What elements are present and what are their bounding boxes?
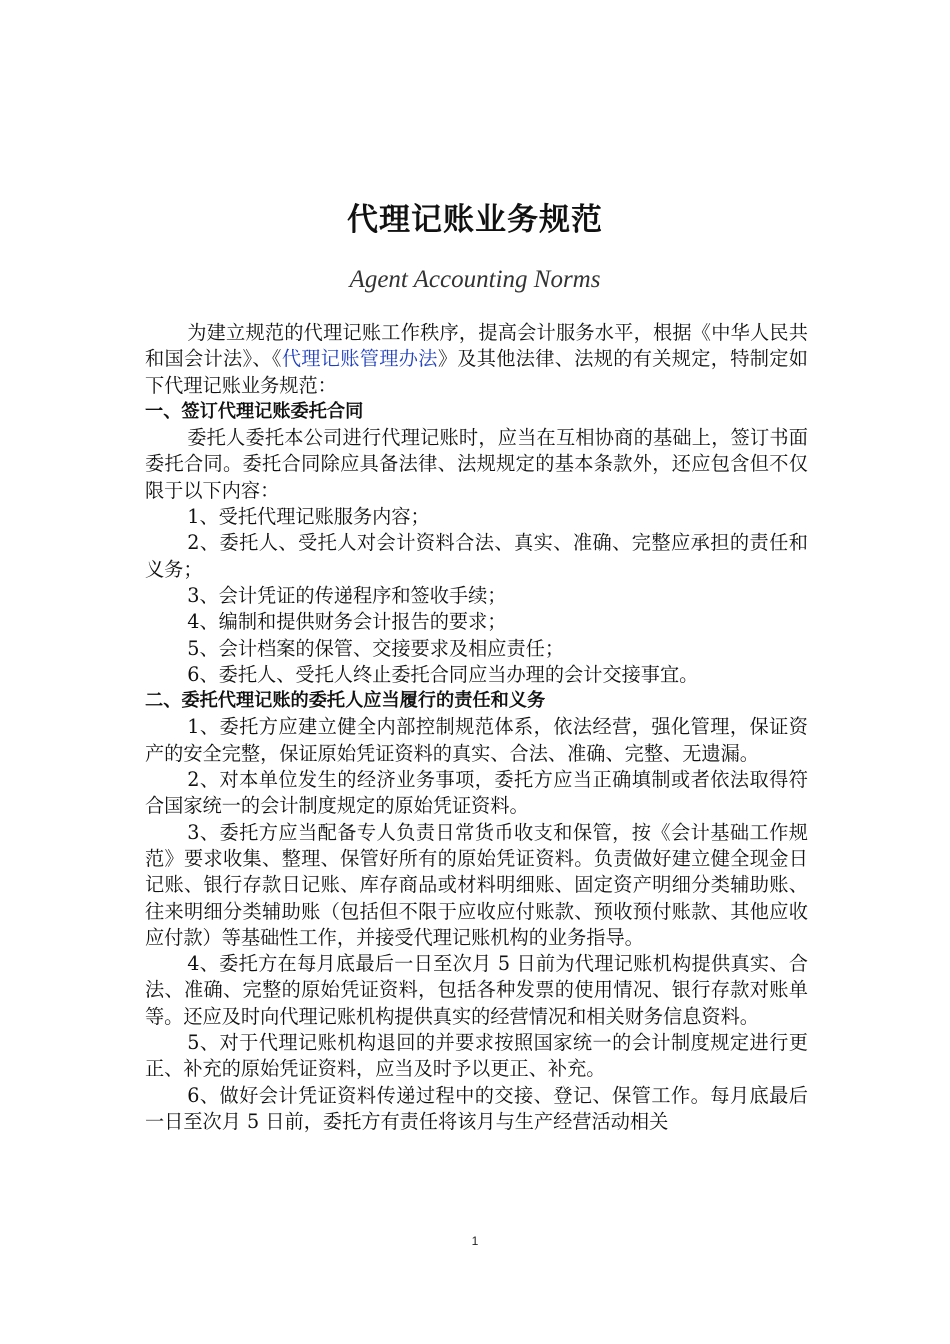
document-title: 代理记账业务规范 [347,202,603,238]
document-subtitle: Agent Accounting Norms [349,266,601,293]
section-2-heading: 二、委托代理记账的委托人应当履行的责任和义务 [145,690,546,712]
intro-text-after: 》及其他法律、法规的有关规定，特制定如下代理记账业务规范： [145,347,808,397]
section-2-item: 4、委托方在每月底最后一日至次月 5 日前为代理记账机构提供真实、合法、准确、完整的原始凭证资料，包括各种发票的使用情况、银行存款对账单等。还应及时向代理记账机构提供真实的经营情况和相关财务信息资料。 [145,952,808,1028]
section-1-item: 4、编制和提供财务会计报告的要求； [187,610,507,634]
section-1-item: 2、委托人、受托人对会计资料合法、真实、准确、完整应承担的责任和义务； [145,531,808,581]
section-1-intro: 委托人委托本公司进行代理记账时，应当在互相协商的基础上，签订书面委托合同。委托合同除应具备法律、法规规定的基本条款外，还应包含但不仅限于以下内容： [145,426,808,502]
section-1-item: 1、受托代理记账服务内容； [187,505,430,529]
section-2-item: 1、委托方应建立健全内部控制规范体系，依法经营，强化管理，保证资产的安全完整，保证原始凭证资料的真实、合法、准确、完整、无遗漏。 [145,715,808,765]
section-2-item: 6、做好会计凭证资料传递过程中的交接、登记、保管工作。每月底最后一日至次月 5 日前，委托方有责任将该月与生产经营活动相关 [145,1083,808,1133]
regulation-link[interactable]: 代理记账管理办法 [281,347,438,371]
section-2-item: 3、委托方应当配备专人负责日常货币收支和保管，按《会计基础工作规范》要求收集、整理、保管好所有的原始凭证资料。负责做好建立健全现金日记账、银行存款日记账、库存商品或材料明细账、固定资产明细分类辅助账、往来明细分类辅助账（包括但不限于应收应付账款、预收预付账款、其他应收应付款）等基础性工作，并接受代理记账机构的业务指导。 [145,820,808,949]
section-2-item: 5、对于代理记账机构退回的并要求按照国家统一的会计制度规定进行更正、补充的原始凭证资料，应当及时予以更正、补充。 [145,1031,808,1081]
intro-text-before: 为建立规范的代理记账工作秩序，提高会计服务水平，根据《中华人民共和国会计法》、《 [145,321,808,371]
page-number: 1 [471,1234,479,1248]
section-1-item: 3、会计凭证的传递程序和签收手续； [187,583,507,607]
intro-paragraph [145,320,808,399]
section-1-item: 5、会计档案的保管、交接要求及相应责任； [187,636,565,660]
section-1-heading: 一、签订代理记账委托合同 [145,400,364,422]
document-body [145,320,808,1135]
section-1-item: 6、委托人、受托人终止委托合同应当办理的会计交接事宜。 [187,662,699,686]
section-2-item: 2、对本单位发生的经济业务事项，委托方应当正确填制或者依法取得符合国家统一的会计制度规定的原始凭证资料。 [145,768,808,818]
